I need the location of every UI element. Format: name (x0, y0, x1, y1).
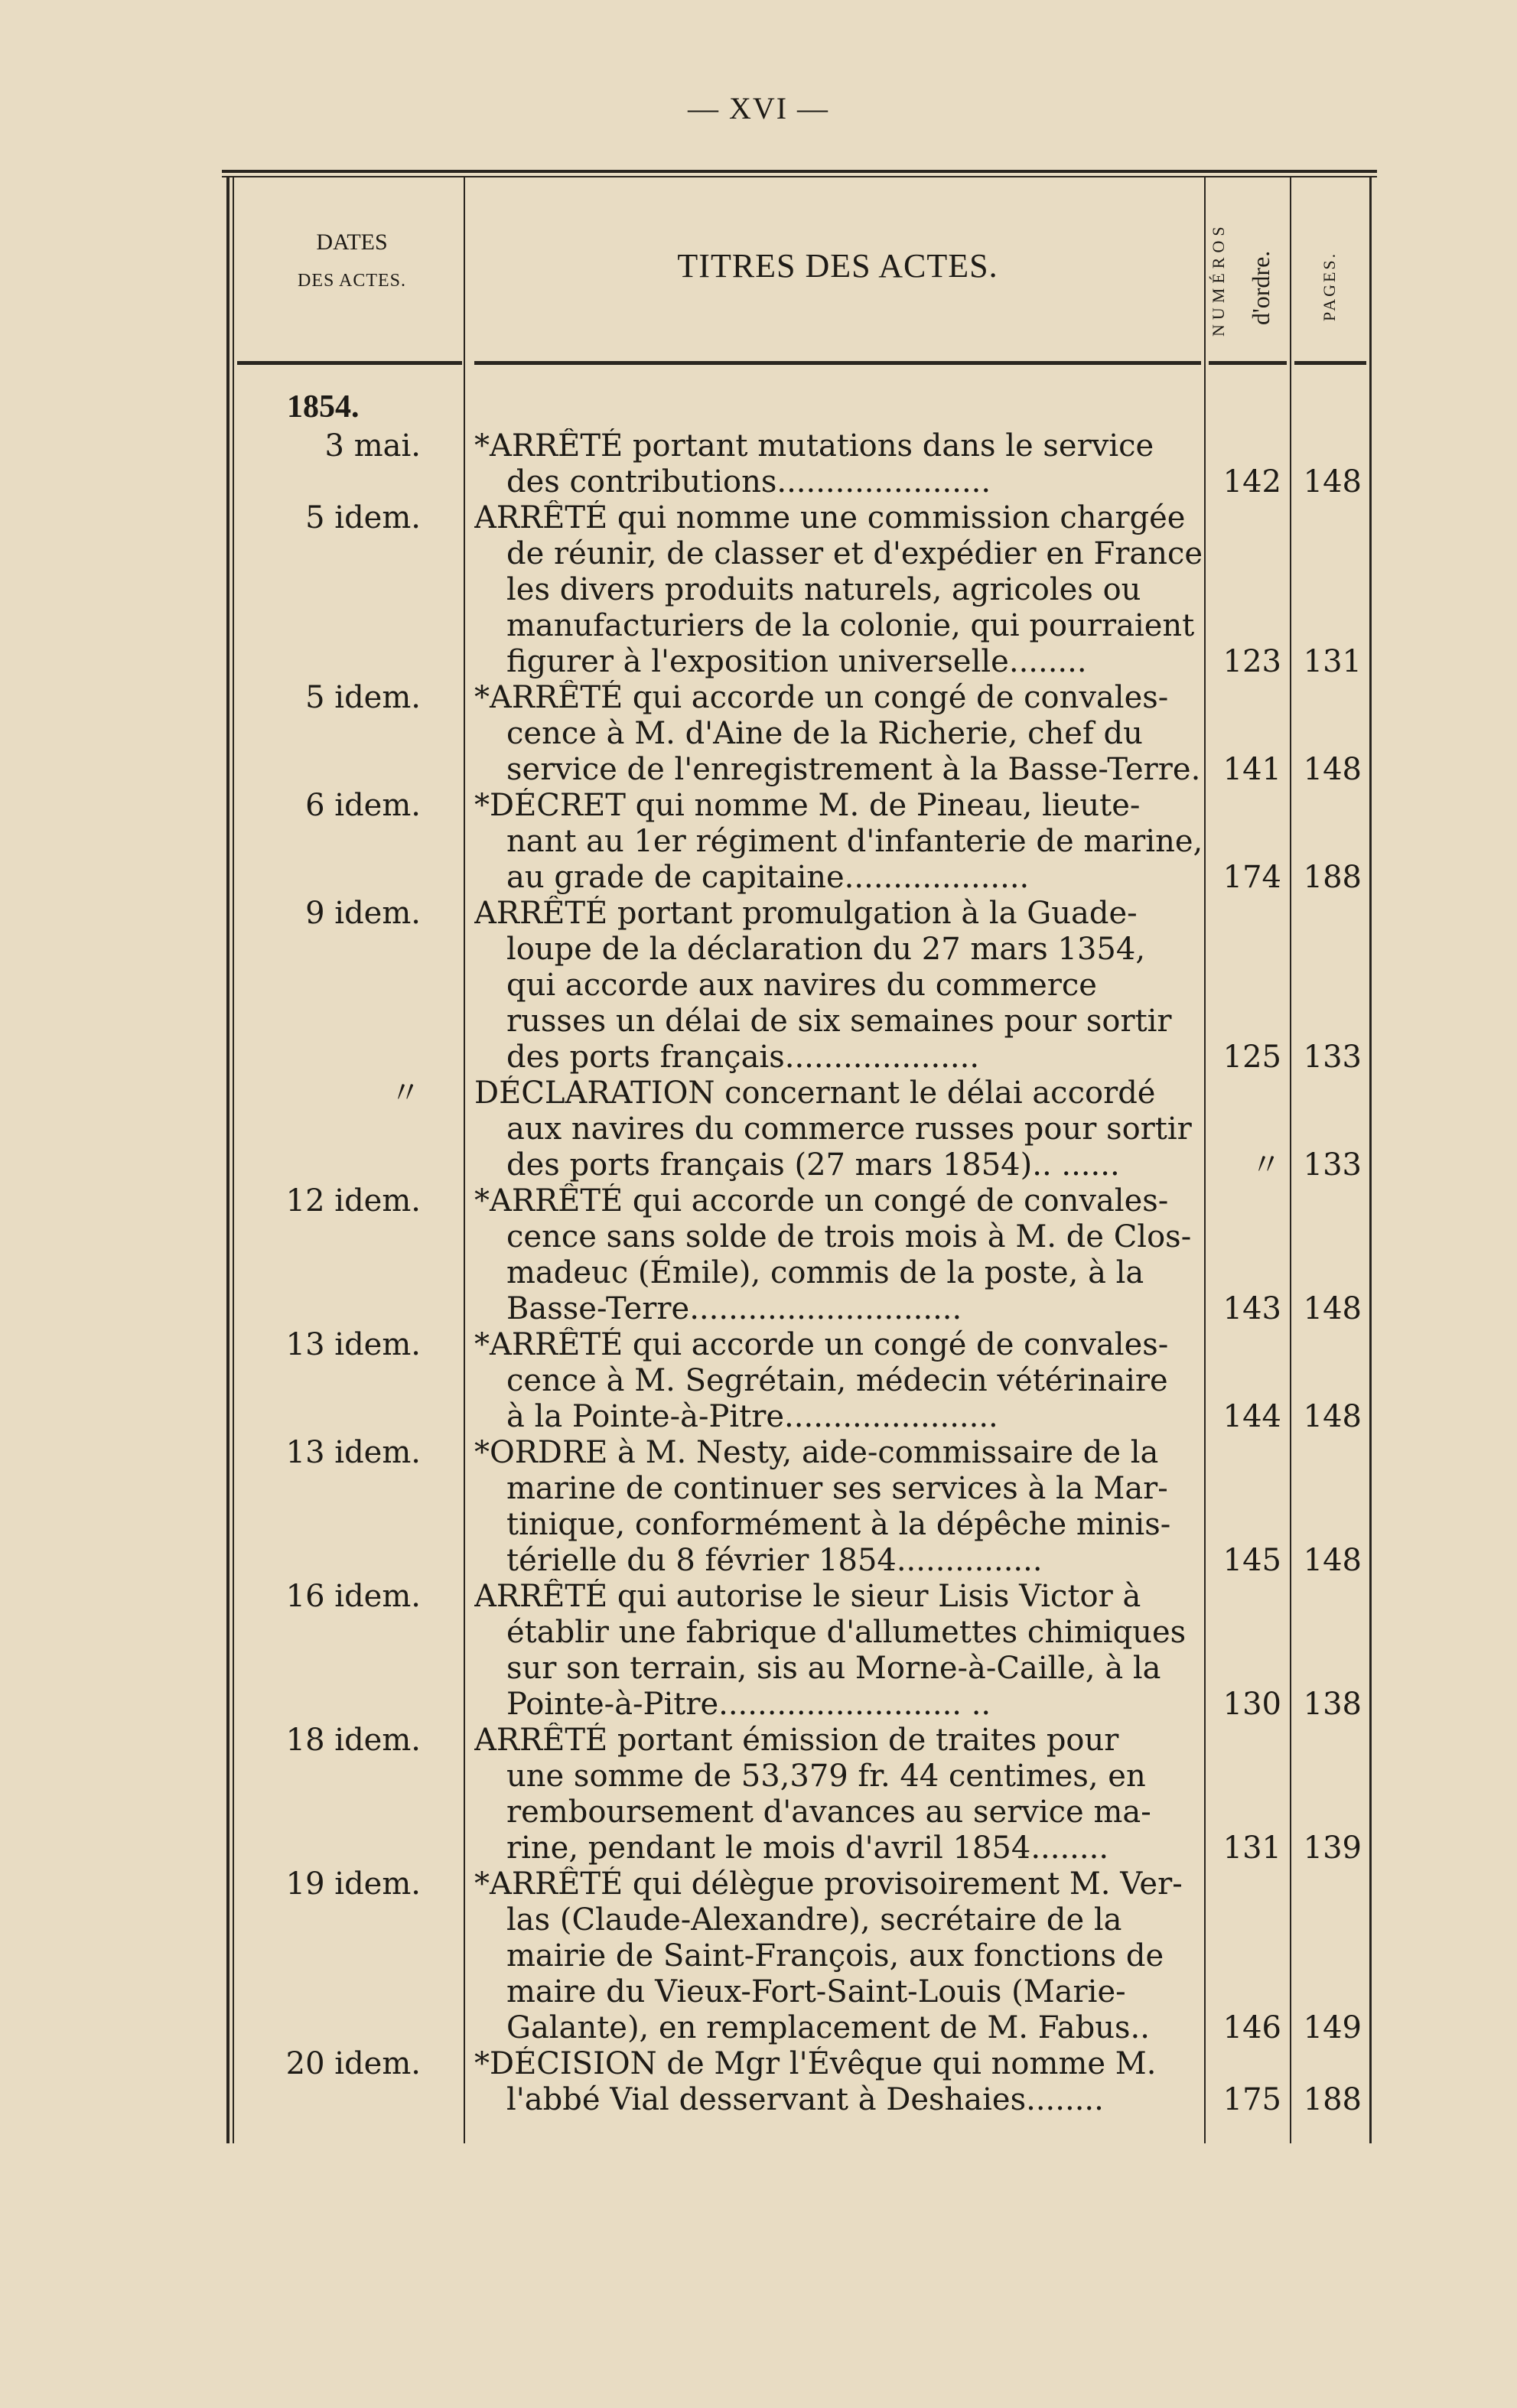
entry-order-number: 130 (1222, 1687, 1281, 1722)
entry-title (474, 1866, 1205, 2046)
entry-page-number: 188 (1303, 860, 1362, 895)
header-pages: PAGES. (1320, 251, 1339, 321)
entry-date: 〃 (390, 1075, 421, 1111)
entry-title-line: au grade de capitaine................... (506, 860, 1030, 895)
entry-title-line: des ports français (27 mars 1854).. ...... (506, 1147, 1120, 1183)
left-border-rule-thin (233, 177, 234, 2143)
entry-title-line: ARRÊTÉ portant promulgation à la Guade- (474, 896, 1138, 931)
entry-title-line: DÉCLARATION concernant le délai accordé (474, 1075, 1156, 1111)
entry-title-line: cence à M. d'Aine de la Richerie, chef du (506, 716, 1143, 751)
entry-title-line: des contributions...................... (506, 464, 991, 499)
entry-title-line: une somme de 53,379 fr. 44 centimes, en (506, 1759, 1146, 1794)
entry-page-number: 148 (1303, 752, 1362, 787)
entry-title (474, 2046, 1205, 2118)
entry-title-line: tinique, conformément à la dépêche minis- (506, 1507, 1171, 1542)
page-number: — XVI — (687, 91, 830, 125)
header-underline-dates (237, 361, 462, 365)
entry-date: 20 idem. (285, 2046, 421, 2081)
entry-title-line: russes un délai de six semaines pour sortir (506, 1004, 1172, 1039)
header-ordre: d'ordre. (1247, 250, 1274, 325)
entry-date: 13 idem. (285, 1327, 421, 1362)
entry-order-number: 125 (1222, 1040, 1281, 1075)
entry-page-number: 138 (1303, 1687, 1362, 1722)
entry-title-line: mairie de Saint-François, aux fonctions de (506, 1938, 1164, 1974)
entry-title-line: établir une fabrique d'allumettes chimiques (506, 1615, 1187, 1650)
entry-title-line: manufacturiers de la colonie, qui pourraient (506, 608, 1195, 643)
entry-title-line: figurer à l'exposition universelle........ (506, 644, 1087, 679)
entry-order-number: 144 (1222, 1399, 1281, 1434)
entry-title (474, 1075, 1205, 1183)
entry-title-line: térielle du 8 février 1854............... (506, 1543, 1043, 1578)
entry-page-number: 131 (1303, 644, 1362, 679)
entry-title-line: loupe de la déclaration du 27 mars 1354, (506, 932, 1146, 967)
table-top-rule (222, 170, 1377, 173)
entry-title-line: aux navires du commerce russes pour sortir (506, 1111, 1192, 1147)
entry-title-line: ARRÊTÉ qui nomme une commission chargée (474, 500, 1186, 535)
entry-page-number: 133 (1303, 1040, 1362, 1075)
entry-order-number: 143 (1222, 1291, 1281, 1326)
header-numeros: NUMÉROS (1209, 222, 1228, 337)
entry-title-line: qui accorde aux navires du commerce (506, 968, 1097, 1003)
column-rule-numeros (1290, 177, 1291, 2143)
entry-page-number: 133 (1303, 1147, 1362, 1183)
entry-order-number: 142 (1222, 464, 1281, 499)
year-heading: 1854. (287, 389, 360, 425)
entry-title-line: rine, pendant le mois d'avril 1854........ (506, 1830, 1109, 1866)
entry-date: 18 idem. (285, 1723, 421, 1758)
entry-title (474, 1327, 1205, 1435)
entry-title-line: remboursement d'avances au service ma- (506, 1795, 1151, 1830)
entry-title-line: ARRÊTÉ qui autorise le sieur Lisis Victor à (474, 1579, 1141, 1614)
right-border-rule (1369, 177, 1372, 2143)
entry-title-line: *ARRÊTÉ portant mutations dans le service (474, 428, 1154, 464)
entry-date: 13 idem. (285, 1435, 421, 1470)
entry-title-line: maire du Vieux-Fort-Saint-Louis (Marie- (506, 1974, 1126, 2009)
entry-date: 9 idem. (305, 896, 421, 931)
entry-title-line: sur son terrain, sis au Morne-à-Caille, à la (506, 1651, 1161, 1686)
entry-order-number: 145 (1222, 1543, 1281, 1578)
entry-title (474, 896, 1205, 1075)
entry-order-number: 123 (1222, 644, 1281, 679)
entry-title-line: *ARRÊTÉ qui délègue provisoirement M. Ver- (474, 1866, 1183, 1902)
entry-title-line: cence à M. Segrétain, médecin vétérinaire (506, 1363, 1168, 1398)
entry-title-line: *ARRÊTÉ qui accorde un congé de convales- (474, 680, 1169, 715)
entry-title-line: *DÉCISION de Mgr l'Évêque qui nomme M. (474, 2046, 1157, 2081)
entry-title (474, 1723, 1205, 1866)
entry-order-number: 175 (1222, 2082, 1281, 2117)
entry-title-line: service de l'enregistrement à la Basse-Terre. (506, 752, 1201, 787)
entry-order-number: 〃 (1251, 1147, 1281, 1183)
entry-title-line: les divers produits naturels, agricoles ou (506, 572, 1141, 607)
entry-title-line: ARRÊTÉ portant émission de traites pour (474, 1723, 1119, 1758)
entry-title-line: las (Claude-Alexandre), secrétaire de la (506, 1902, 1122, 1938)
entry-title (474, 788, 1205, 896)
entry-title (474, 1183, 1205, 1327)
entry-title (474, 500, 1205, 680)
entry-title-line: *ARRÊTÉ qui accorde un congé de convales- (474, 1183, 1169, 1219)
entry-title (474, 428, 1205, 500)
entry-date: 16 idem. (285, 1579, 421, 1614)
entry-order-number: 174 (1222, 860, 1281, 895)
entry-title-line: de réunir, de classer et d'expédier en France (506, 536, 1203, 571)
entry-title (474, 1435, 1205, 1579)
entry-title (474, 1579, 1205, 1723)
entry-date: 3 mai. (324, 428, 421, 464)
entry-date: 12 idem. (285, 1183, 421, 1219)
entry-title-line: *DÉCRET qui nomme M. de Pineau, lieute- (474, 788, 1141, 823)
entry-page-number: 148 (1303, 1543, 1362, 1578)
header-dates-line2: DES ACTES. (297, 271, 407, 291)
entry-title (474, 680, 1205, 788)
entry-date: 6 idem. (305, 788, 421, 823)
header-underline-numeros (1209, 361, 1287, 365)
entry-title-line: marine de continuer ses services à la Mar- (506, 1471, 1168, 1506)
entry-page-number: 139 (1303, 1830, 1362, 1866)
column-rule-dates (464, 177, 465, 2143)
entry-page-number: 188 (1303, 2082, 1362, 2117)
entry-title-line: Pointe-à-Pitre......................... .. (506, 1687, 991, 1722)
entry-page-number: 148 (1303, 1399, 1362, 1434)
entry-page-number: 148 (1303, 1291, 1362, 1326)
header-underline-pages (1294, 361, 1366, 365)
entry-date: 5 idem. (305, 500, 421, 535)
entry-date: 5 idem. (305, 680, 421, 715)
entry-date: 19 idem. (285, 1866, 421, 1902)
entry-title-line: des ports français.................... (506, 1040, 980, 1075)
entry-title-line: nant au 1er régiment d'infanterie de marine, (506, 824, 1203, 859)
entry-title-line: Basse-Terre............................ (506, 1291, 962, 1326)
header-titles: TITRES DES ACTES. (677, 247, 998, 285)
entry-title-line: madeuc (Émile), commis de la poste, à la (506, 1255, 1144, 1290)
entry-title-line: *ORDRE à M. Nesty, aide-commissaire de la (474, 1435, 1159, 1470)
entry-page-number: 148 (1303, 464, 1362, 499)
entry-order-number: 146 (1222, 2010, 1281, 2045)
entry-page-number: 149 (1303, 2010, 1362, 2045)
left-border-rule (226, 177, 230, 2143)
entry-title-line: cence sans solde de trois mois à M. de Clos- (506, 1219, 1192, 1254)
header-underline-titles (474, 361, 1201, 365)
entry-order-number: 131 (1222, 1830, 1281, 1866)
header-dates-line1: DATES (316, 229, 388, 255)
entry-title-line: à la Pointe-à-Pitre...................... (506, 1399, 998, 1434)
entry-title-line: *ARRÊTÉ qui accorde un congé de convales- (474, 1327, 1169, 1362)
entry-order-number: 141 (1222, 752, 1281, 787)
header-dates (237, 223, 467, 300)
entry-title-line: Galante), en remplacement de M. Fabus.. (506, 2010, 1150, 2045)
entry-title-line: l'abbé Vial desservant à Deshaies........ (506, 2082, 1104, 2117)
